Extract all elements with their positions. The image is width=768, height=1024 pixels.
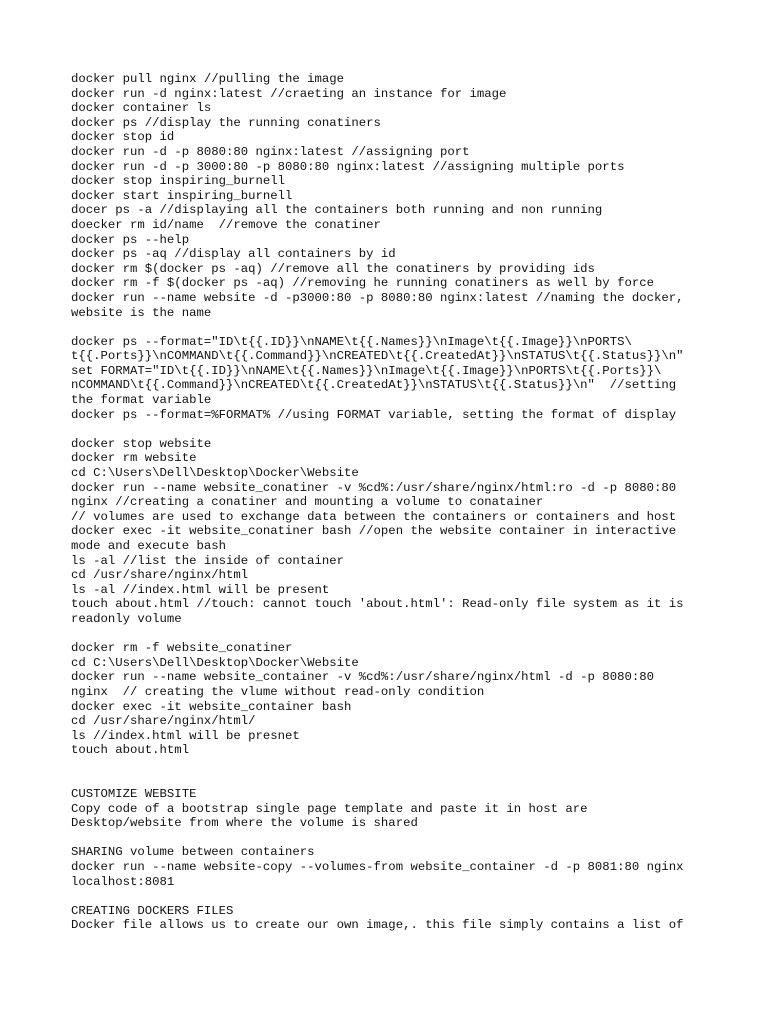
text-line: readonly volume	[71, 611, 182, 626]
text-line: docker rm website	[71, 451, 197, 466]
text-line: nCOMMAND\t{{.Command}}\nCREATED\t{{.CreatedAt}}\nSTATUS\t{{.Status}}\n" //setting	[71, 378, 677, 393]
text-line	[71, 758, 711, 773]
text-line: docker stop website	[71, 436, 212, 451]
text-line: docker run -d -p 3000:80 -p 8080:80 nginx:latest //assigning multiple ports	[71, 159, 625, 174]
text-line: t{{.Ports}}\nCOMMAND\t{{.Command}}\nCREATED\t{{.CreatedAt}}\nSTATUS\t{{.Status}}\n"	[71, 349, 684, 364]
text-line: docer ps -a //displaying all the containers both running and non running	[71, 203, 603, 218]
text-line: the format variable	[71, 393, 212, 408]
text-line	[71, 831, 711, 846]
text-line: docker rm -f website_conatiner	[71, 641, 293, 656]
text-line: docker ps --format="ID\t{{.ID}}\nNAME\t{{.Names}}\nImage\t{{.Image}}\nPORTS\	[71, 334, 632, 349]
text-line: ls -al //index.html will be present	[71, 582, 330, 597]
text-line: docker stop inspiring_burnell	[71, 174, 286, 189]
text-line: Copy code of a bootstrap single page template and paste it in host are	[71, 801, 588, 816]
text-line: cd C:\Users\Dell\Desktop\Docker\Website	[71, 655, 359, 670]
text-line: docker container ls	[71, 101, 212, 116]
text-line: cd /usr/share/nginx/html/	[71, 714, 256, 729]
text-line: cd /usr/share/nginx/html	[71, 568, 249, 583]
text-line: SHARING volume between containers	[71, 845, 315, 860]
text-line: docker ps --format=%FORMAT% //using FORMAT variable, setting the format of display	[71, 407, 677, 422]
text-line	[71, 320, 711, 335]
text-line	[71, 773, 711, 788]
text-line: CREATING DOCKERS FILES	[71, 903, 234, 918]
text-line: docker ps -aq //display all containers by id	[71, 247, 396, 262]
text-line: set FORMAT="ID\t{{.ID}}\nNAME\t{{.Names}}\nImage\t{{.Image}}\nPORTS\t{{.Ports}}\	[71, 363, 662, 378]
text-line: localhost:8081	[71, 874, 175, 889]
text-line: docker run -d nginx:latest //craeting an instance for image	[71, 86, 507, 101]
text-line: docker run --name website_conatiner -v %cd%:/usr/share/nginx/html:ro -d -p 8080:80	[71, 480, 677, 495]
text-line	[71, 889, 711, 904]
text-line: nginx // creating the vlume without read-only condition	[71, 684, 485, 699]
text-line: docker start inspiring_burnell	[71, 188, 293, 203]
text-line	[71, 627, 711, 642]
text-line: docker pull nginx //pulling the image	[71, 72, 345, 86]
text-line: docker run --name website_container -v %cd%:/usr/share/nginx/html -d -p 8080:80	[71, 670, 654, 685]
text-line: docker run --name website -d -p3000:80 -p 8080:80 nginx:latest //naming the docker,	[71, 290, 684, 305]
text-line: Desktop/website from where the volume is shared	[71, 816, 418, 831]
text-line: cd C:\Users\Dell\Desktop\Docker\Website	[71, 466, 359, 481]
text-line: nginx //creating a conatiner and mounting a volume to conatainer	[71, 495, 544, 510]
text-line: docker stop id	[71, 130, 175, 145]
text-line: docker rm $(docker ps -aq) //remove all the conatiners by providing ids	[71, 261, 595, 276]
text-line: docker exec -it website_conatiner bash //open the website container in interactive	[71, 524, 677, 539]
text-line: touch about.html	[71, 743, 190, 758]
text-line: website is the name	[71, 305, 212, 320]
text-line: touch about.html //touch: cannot touch 'about.html': Read-only file system as it is	[71, 597, 684, 612]
text-line: Docker file allows us to create our own image,. this file simply contains a list of	[71, 918, 684, 933]
text-line: CUSTOMIZE WEBSITE	[71, 787, 197, 802]
text-line: docker rm -f $(docker ps -aq) //removing he running conatiners as well by force	[71, 276, 654, 291]
text-line: docker run --name website-copy --volumes-from website_container -d -p 8081:80 nginx	[71, 860, 684, 875]
text-line: ls -al //list the inside of container	[71, 553, 345, 568]
text-line: docker run -d -p 8080:80 nginx:latest //assigning port	[71, 144, 470, 159]
text-line: docker ps --help	[71, 232, 190, 247]
text-line: mode and execute bash	[71, 539, 226, 553]
text-line: docker ps //display the running conatiners	[71, 115, 381, 130]
text-line: doecker rm id/name //remove the conatiner	[71, 217, 381, 232]
text-line: ls //index.html will be presnet	[71, 728, 300, 743]
text-line	[71, 422, 711, 437]
text-line: // volumes are used to exchange data between the containers or containers and host	[71, 509, 677, 524]
document-body	[71, 72, 711, 933]
text-line: docker exec -it website_container bash	[71, 699, 352, 714]
